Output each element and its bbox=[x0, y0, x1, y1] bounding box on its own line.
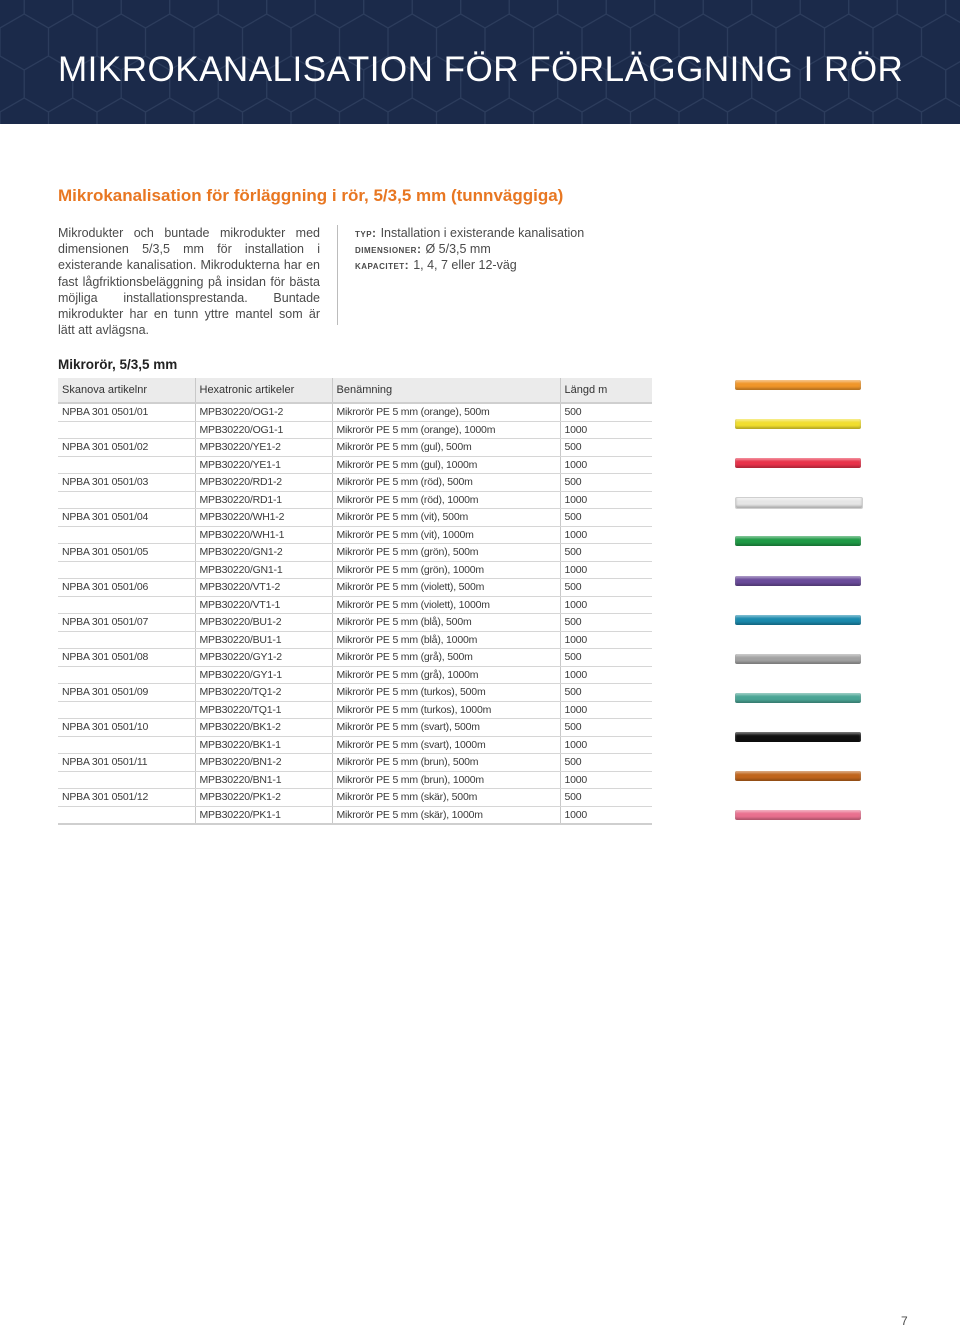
table-row bbox=[58, 614, 652, 632]
cell-skanova-nr bbox=[58, 806, 195, 824]
cell-hexatronic-nr: MPB30220/VT1-2 bbox=[195, 579, 332, 597]
cell-langd: 500 bbox=[560, 789, 652, 807]
cell-hexatronic-nr: MPB30220/GY1-2 bbox=[195, 649, 332, 667]
cell-langd: 1000 bbox=[560, 666, 652, 684]
table-row bbox=[58, 771, 652, 789]
cell-skanova-nr bbox=[58, 736, 195, 754]
cell-langd: 1000 bbox=[560, 701, 652, 719]
table-row bbox=[58, 421, 652, 439]
cell-benamning: Mikrorör PE 5 mm (svart), 1000m bbox=[332, 736, 560, 754]
column-header-hexatronic: Hexatronic artikeler bbox=[195, 378, 332, 403]
table-row bbox=[58, 491, 652, 509]
spec-dimensions bbox=[355, 241, 584, 257]
cell-benamning: Mikrorör PE 5 mm (skär), 1000m bbox=[332, 806, 560, 824]
cell-langd: 1000 bbox=[560, 491, 652, 509]
tube-sample-brun bbox=[735, 771, 861, 781]
spec-label: typ: bbox=[355, 226, 377, 240]
cell-skanova-nr bbox=[58, 771, 195, 789]
cell-langd: 500 bbox=[560, 439, 652, 457]
spec-type bbox=[355, 225, 584, 241]
table-row bbox=[58, 526, 652, 544]
cell-hexatronic-nr: MPB30220/BK1-2 bbox=[195, 719, 332, 737]
spec-list bbox=[355, 225, 584, 274]
tube-sample-orange bbox=[735, 380, 861, 390]
cell-hexatronic-nr: MPB30220/BN1-2 bbox=[195, 754, 332, 772]
cell-skanova-nr bbox=[58, 421, 195, 439]
cell-langd: 500 bbox=[560, 614, 652, 632]
cell-benamning: Mikrorör PE 5 mm (svart), 500m bbox=[332, 719, 560, 737]
spec-value: Installation i existerande kanalisation bbox=[380, 226, 585, 240]
cell-hexatronic-nr: MPB30220/RD1-1 bbox=[195, 491, 332, 509]
section-title: Mikrokanalisation för förläggning i rör, 5/3,5 mm (tunnväggiga) bbox=[58, 186, 564, 205]
table-row bbox=[58, 439, 652, 457]
table-row bbox=[58, 474, 652, 492]
tube-sample-gul bbox=[735, 419, 861, 429]
table-row bbox=[58, 701, 652, 719]
cell-skanova-nr bbox=[58, 701, 195, 719]
table-row bbox=[58, 666, 652, 684]
cell-hexatronic-nr: MPB30220/BU1-1 bbox=[195, 631, 332, 649]
cell-benamning: Mikrorör PE 5 mm (grön), 500m bbox=[332, 544, 560, 562]
cell-benamning: Mikrorör PE 5 mm (skär), 500m bbox=[332, 789, 560, 807]
cell-hexatronic-nr: MPB30220/OG1-2 bbox=[195, 403, 332, 421]
cell-langd: 500 bbox=[560, 754, 652, 772]
cell-hexatronic-nr: MPB30220/OG1-1 bbox=[195, 421, 332, 439]
cell-langd: 500 bbox=[560, 684, 652, 702]
table-row bbox=[58, 544, 652, 562]
cell-skanova-nr: NPBA 301 0501/04 bbox=[58, 509, 195, 527]
cell-skanova-nr: NPBA 301 0501/03 bbox=[58, 474, 195, 492]
column-header-skanova: Skanova artikelnr bbox=[58, 378, 195, 403]
table-row bbox=[58, 561, 652, 579]
cell-hexatronic-nr: MPB30220/BK1-1 bbox=[195, 736, 332, 754]
cell-benamning: Mikrorör PE 5 mm (vit), 500m bbox=[332, 509, 560, 527]
spec-label: dimensioner: bbox=[355, 242, 422, 257]
tube-color-samples bbox=[735, 379, 862, 825]
cell-langd: 1000 bbox=[560, 736, 652, 754]
cell-langd: 1000 bbox=[560, 806, 652, 824]
tube-sample-blå bbox=[735, 615, 861, 625]
cell-langd: 500 bbox=[560, 403, 652, 421]
cell-skanova-nr: NPBA 301 0501/11 bbox=[58, 754, 195, 772]
cell-skanova-nr bbox=[58, 526, 195, 544]
spec-capacity bbox=[355, 257, 584, 273]
column-header-langd: Längd m bbox=[560, 378, 652, 403]
cell-benamning: Mikrorör PE 5 mm (orange), 1000m bbox=[332, 421, 560, 439]
cell-benamning: Mikrorör PE 5 mm (gul), 1000m bbox=[332, 456, 560, 474]
cell-benamning: Mikrorör PE 5 mm (grå), 500m bbox=[332, 649, 560, 667]
cell-benamning: Mikrorör PE 5 mm (orange), 500m bbox=[332, 403, 560, 421]
cell-skanova-nr: NPBA 301 0501/08 bbox=[58, 649, 195, 667]
cell-skanova-nr: NPBA 301 0501/10 bbox=[58, 719, 195, 737]
cell-skanova-nr bbox=[58, 666, 195, 684]
cell-langd: 1000 bbox=[560, 771, 652, 789]
vertical-divider bbox=[337, 225, 338, 325]
cell-skanova-nr: NPBA 301 0501/12 bbox=[58, 789, 195, 807]
table-row bbox=[58, 754, 652, 772]
cell-benamning: Mikrorör PE 5 mm (violett), 1000m bbox=[332, 596, 560, 614]
cell-benamning: Mikrorör PE 5 mm (brun), 500m bbox=[332, 754, 560, 772]
cell-benamning: Mikrorör PE 5 mm (blå), 500m bbox=[332, 614, 560, 632]
cell-hexatronic-nr: MPB30220/GN1-1 bbox=[195, 561, 332, 579]
table-row bbox=[58, 579, 652, 597]
cell-langd: 500 bbox=[560, 579, 652, 597]
cell-langd: 500 bbox=[560, 474, 652, 492]
cell-langd: 1000 bbox=[560, 596, 652, 614]
table-row bbox=[58, 649, 652, 667]
table-row bbox=[58, 806, 652, 824]
cell-langd: 500 bbox=[560, 649, 652, 667]
cell-benamning: Mikrorör PE 5 mm (vit), 1000m bbox=[332, 526, 560, 544]
tube-sample-skär bbox=[735, 810, 861, 820]
page-number: 7 bbox=[901, 1314, 908, 1328]
cell-langd: 500 bbox=[560, 509, 652, 527]
table-body bbox=[58, 403, 652, 824]
tube-sample-vit bbox=[735, 497, 863, 509]
cell-hexatronic-nr: MPB30220/TQ1-2 bbox=[195, 684, 332, 702]
cell-hexatronic-nr: MPB30220/WH1-1 bbox=[195, 526, 332, 544]
table-row bbox=[58, 509, 652, 527]
table-row bbox=[58, 403, 652, 421]
cell-hexatronic-nr: MPB30220/TQ1-1 bbox=[195, 701, 332, 719]
cell-hexatronic-nr: MPB30220/WH1-2 bbox=[195, 509, 332, 527]
spec-value: 1, 4, 7 eller 12-väg bbox=[413, 258, 517, 273]
tube-sample-röd bbox=[735, 458, 861, 468]
table-row bbox=[58, 456, 652, 474]
cell-benamning: Mikrorör PE 5 mm (grön), 1000m bbox=[332, 561, 560, 579]
cell-hexatronic-nr: MPB30220/GY1-1 bbox=[195, 666, 332, 684]
cell-skanova-nr bbox=[58, 561, 195, 579]
cell-hexatronic-nr: MPB30220/YE1-2 bbox=[195, 439, 332, 457]
cell-benamning: Mikrorör PE 5 mm (blå), 1000m bbox=[332, 631, 560, 649]
cell-langd: 500 bbox=[560, 544, 652, 562]
tube-sample-violett bbox=[735, 576, 861, 586]
cell-langd: 1000 bbox=[560, 456, 652, 474]
cell-benamning: Mikrorör PE 5 mm (gul), 500m bbox=[332, 439, 560, 457]
cell-benamning: Mikrorör PE 5 mm (röd), 1000m bbox=[332, 491, 560, 509]
table-header-row bbox=[58, 378, 652, 403]
cell-skanova-nr bbox=[58, 491, 195, 509]
cell-langd: 1000 bbox=[560, 631, 652, 649]
cell-langd: 1000 bbox=[560, 561, 652, 579]
cell-skanova-nr: NPBA 301 0501/02 bbox=[58, 439, 195, 457]
table-row bbox=[58, 684, 652, 702]
cell-hexatronic-nr: MPB30220/GN1-2 bbox=[195, 544, 332, 562]
cell-skanova-nr bbox=[58, 596, 195, 614]
cell-langd: 1000 bbox=[560, 421, 652, 439]
cell-benamning: Mikrorör PE 5 mm (violett), 500m bbox=[332, 579, 560, 597]
cell-skanova-nr bbox=[58, 631, 195, 649]
cell-hexatronic-nr: MPB30220/YE1-1 bbox=[195, 456, 332, 474]
cell-skanova-nr: NPBA 301 0501/09 bbox=[58, 684, 195, 702]
cell-hexatronic-nr: MPB30220/PK1-2 bbox=[195, 789, 332, 807]
cell-hexatronic-nr: MPB30220/BN1-1 bbox=[195, 771, 332, 789]
table-row bbox=[58, 719, 652, 737]
cell-benamning: Mikrorör PE 5 mm (turkos), 500m bbox=[332, 684, 560, 702]
spec-value: Ø 5/3,5 mm bbox=[425, 242, 491, 257]
table-row bbox=[58, 631, 652, 649]
column-header-benamning: Benämning bbox=[332, 378, 560, 403]
cell-hexatronic-nr: MPB30220/VT1-1 bbox=[195, 596, 332, 614]
cell-langd: 1000 bbox=[560, 526, 652, 544]
tube-sample-grå bbox=[735, 654, 861, 664]
cell-skanova-nr: NPBA 301 0501/06 bbox=[58, 579, 195, 597]
cell-benamning: Mikrorör PE 5 mm (turkos), 1000m bbox=[332, 701, 560, 719]
product-table bbox=[58, 378, 652, 825]
cell-langd: 500 bbox=[560, 719, 652, 737]
cell-benamning: Mikrorör PE 5 mm (brun), 1000m bbox=[332, 771, 560, 789]
cell-hexatronic-nr: MPB30220/RD1-2 bbox=[195, 474, 332, 492]
tube-sample-svart bbox=[735, 732, 861, 742]
cell-benamning: Mikrorör PE 5 mm (grå), 1000m bbox=[332, 666, 560, 684]
cell-skanova-nr: NPBA 301 0501/07 bbox=[58, 614, 195, 632]
cell-skanova-nr bbox=[58, 456, 195, 474]
page-title: MIKROKANALISATION FÖR FÖRLÄGGNING I RÖR bbox=[58, 50, 904, 89]
cell-hexatronic-nr: MPB30220/BU1-2 bbox=[195, 614, 332, 632]
table-row bbox=[58, 596, 652, 614]
tube-sample-grön bbox=[735, 536, 861, 546]
spec-label: kapacitet: bbox=[355, 258, 410, 273]
table-row bbox=[58, 736, 652, 754]
cell-skanova-nr: NPBA 301 0501/01 bbox=[58, 403, 195, 421]
intro-paragraph: Mikrodukter och buntade mikrodukter med dimensionen 5/3,5 mm för installation i existerande kanalisation. Mikrodukterna har en fast lågfriktionsbeläggning på insidan för bästa möjliga installationsprestanda. Buntade mikrodukter har en tunn yttre mantel som är lätt att avlägsna. bbox=[58, 226, 320, 338]
table-row bbox=[58, 789, 652, 807]
cell-skanova-nr: NPBA 301 0501/05 bbox=[58, 544, 195, 562]
cell-benamning: Mikrorör PE 5 mm (röd), 500m bbox=[332, 474, 560, 492]
tube-sample-turkos bbox=[735, 693, 861, 703]
header-banner bbox=[0, 0, 960, 124]
table-heading: Mikrorör, 5/3,5 mm bbox=[58, 357, 178, 372]
cell-hexatronic-nr: MPB30220/PK1-1 bbox=[195, 806, 332, 824]
